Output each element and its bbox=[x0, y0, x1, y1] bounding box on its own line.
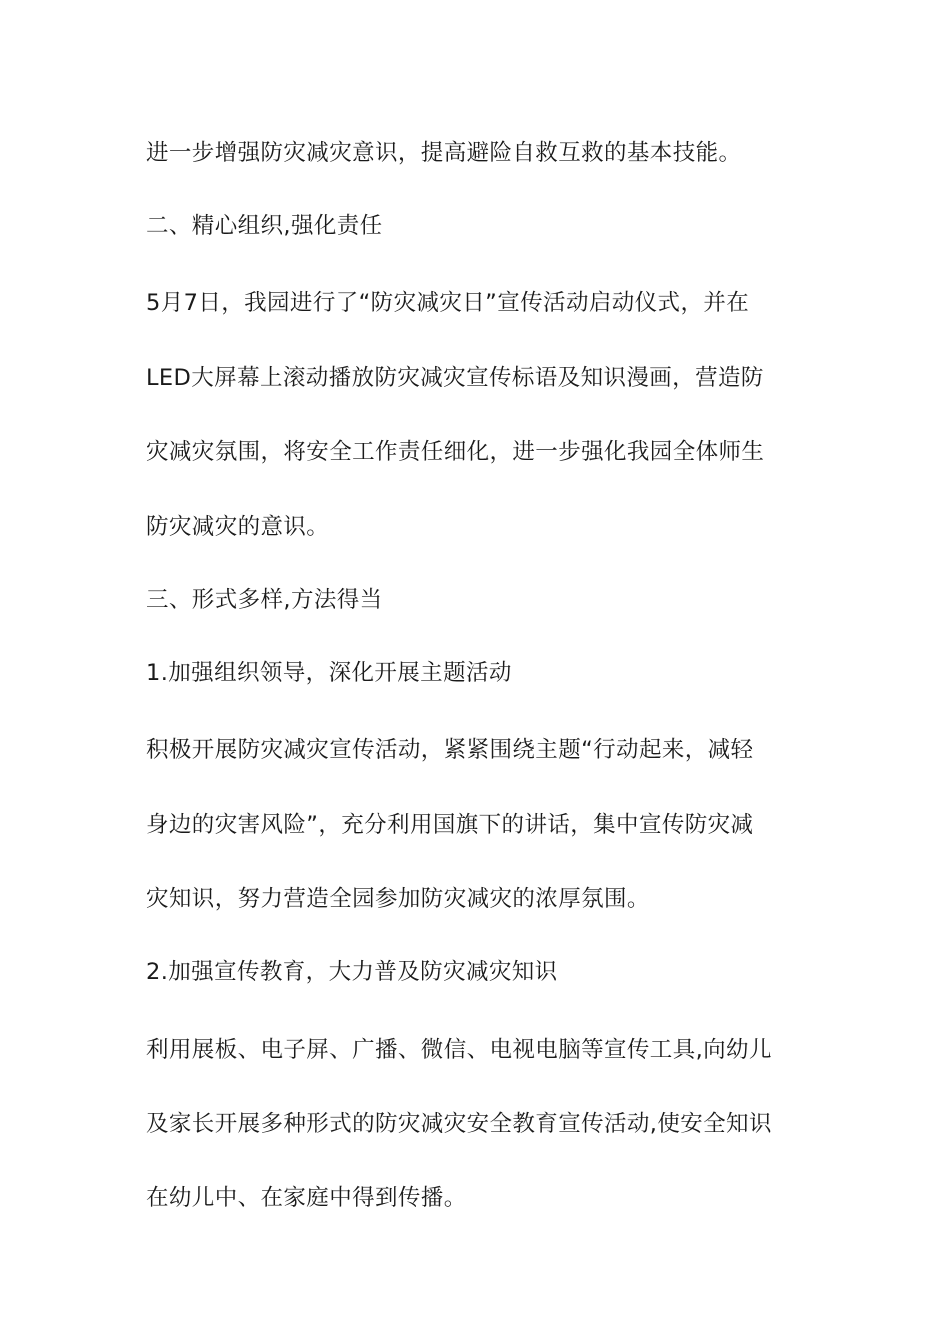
subheading-2: 2.加强宣传教育，大力普及防灾减灾知识 bbox=[146, 959, 558, 985]
subheading-1: 1.加强组织领导，深化开展主题活动 bbox=[146, 660, 512, 686]
paragraph-line: 灾知识，努力营造全园参加防灾减灾的浓厚氛围。 bbox=[146, 886, 650, 912]
paragraph-line: 灾减灾氛围，将安全工作责任细化，进一步强化我园全体师生 bbox=[146, 439, 765, 465]
paragraph-line: LED大屏幕上滚动播放防灾减灾宣传标语及知识漫画，营造防 bbox=[146, 365, 764, 391]
paragraph-line: 在幼儿中、在家庭中得到传播。 bbox=[146, 1185, 467, 1211]
paragraph-line: 防灾减灾的意识。 bbox=[146, 514, 330, 540]
paragraph-line: 积极开展防灾减灾宣传活动，紧紧围绕主题“行动起来，减轻 bbox=[146, 737, 754, 763]
section-heading-2: 二、精心组织,强化责任 bbox=[146, 213, 383, 239]
paragraph-line: 利用展板、电子屏、广播、微信、电视电脑等宣传工具,向幼儿 bbox=[146, 1037, 772, 1063]
section-heading-3: 三、形式多样,方法得当 bbox=[146, 587, 383, 613]
paragraph-line: 5月7日，我园进行了“防灾减灾日”宣传活动启动仪式，并在 bbox=[146, 290, 750, 316]
paragraph-line: 身边的灾害风险”，充分利用国旗下的讲话，集中宣传防灾减 bbox=[146, 812, 754, 838]
paragraph-line: 进一步增强防灾减灾意识，提高避险自救互救的基本技能。 bbox=[146, 140, 742, 166]
paragraph-line: 及家长开展多种形式的防灾减灾安全教育宣传活动,使安全知识 bbox=[146, 1111, 772, 1137]
